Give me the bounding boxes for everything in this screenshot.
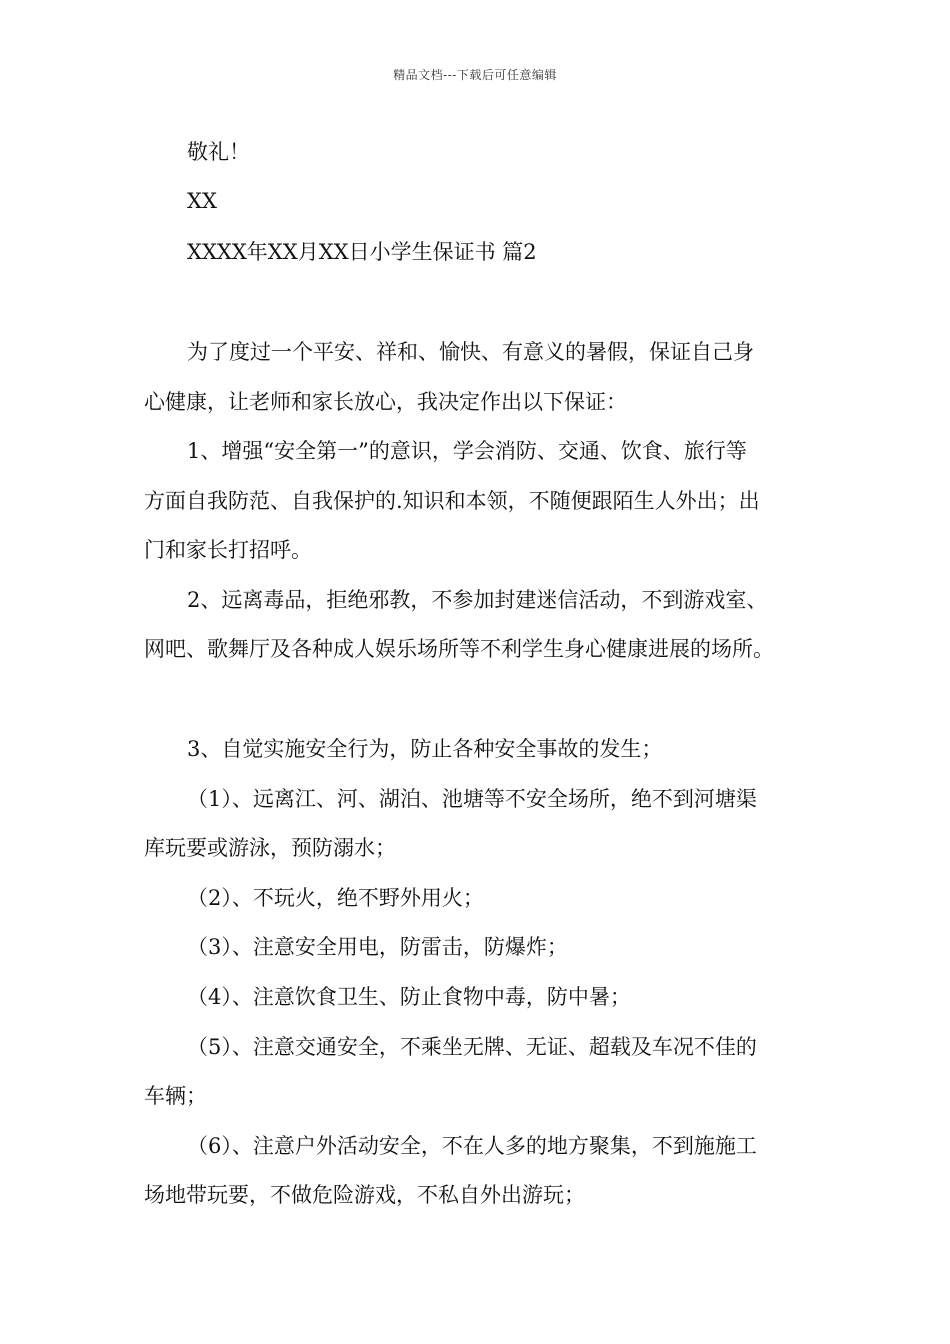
date-and-section-title: XXXX年XX月XX日小学生保证书 篇2 xyxy=(187,240,537,264)
sub-item-5-line: 车辆； xyxy=(144,1084,207,1108)
sub-item-2-line: （2）、不玩火，绝不野外用火； xyxy=(187,886,484,910)
sub-item-6-line: 场地带玩要，不做危险游戏，不私自外出游玩； xyxy=(144,1183,585,1207)
intro-paragraph-line: 心健康，让老师和家长放心，我决定作出以下保证： xyxy=(144,390,627,414)
sub-item-4-line: （4）、注意饮食卫生、防止食物中毒，防中暑； xyxy=(187,985,631,1009)
sub-item-5-line: （5）、注意交通安全，不乘坐无牌、无证、超载及车况不佳的 xyxy=(187,1035,757,1059)
page-header: 精品文档---下载后可任意编辑 xyxy=(393,68,557,82)
item-3-line: 3、自觉实施安全行为，防止各种安全事故的发生； xyxy=(187,737,663,761)
item-2-line: 网吧、歌舞厅及各种成人娱乐场所等不利学生身心健康进展的场所。 xyxy=(144,637,774,661)
sub-item-1-line: 库玩要或游泳，预防溺水； xyxy=(144,836,396,860)
item-1-line: 方面自我防范、自我保护的.知识和本领，不随便跟陌生人外出；出 xyxy=(144,489,760,513)
signature-name: XX xyxy=(187,189,217,213)
sub-item-6-line: （6）、注意户外活动安全，不在人多的地方聚集，不到施施工 xyxy=(187,1134,757,1158)
item-2-line: 2、远离毒品，拒绝邪教，不参加封建迷信活动，不到游戏室、 xyxy=(187,588,768,612)
intro-paragraph-line: 为了度过一个平安、祥和、愉快、有意义的暑假，保证自己身 xyxy=(187,340,754,364)
sub-item-3-line: （3）、注意安全用电，防雷击，防爆炸； xyxy=(187,935,568,959)
item-1-line: 门和家长打招呼。 xyxy=(144,538,312,562)
item-1-line: 1、增强“安全第一”的意识，学会消防、交通、饮食、旅行等 xyxy=(187,439,747,463)
closing-salutation: 敬礼！ xyxy=(187,140,250,164)
sub-item-1-line: （1）、远离江、河、湖泊、池塘等不安全场所，绝不到河塘渠 xyxy=(187,787,757,811)
